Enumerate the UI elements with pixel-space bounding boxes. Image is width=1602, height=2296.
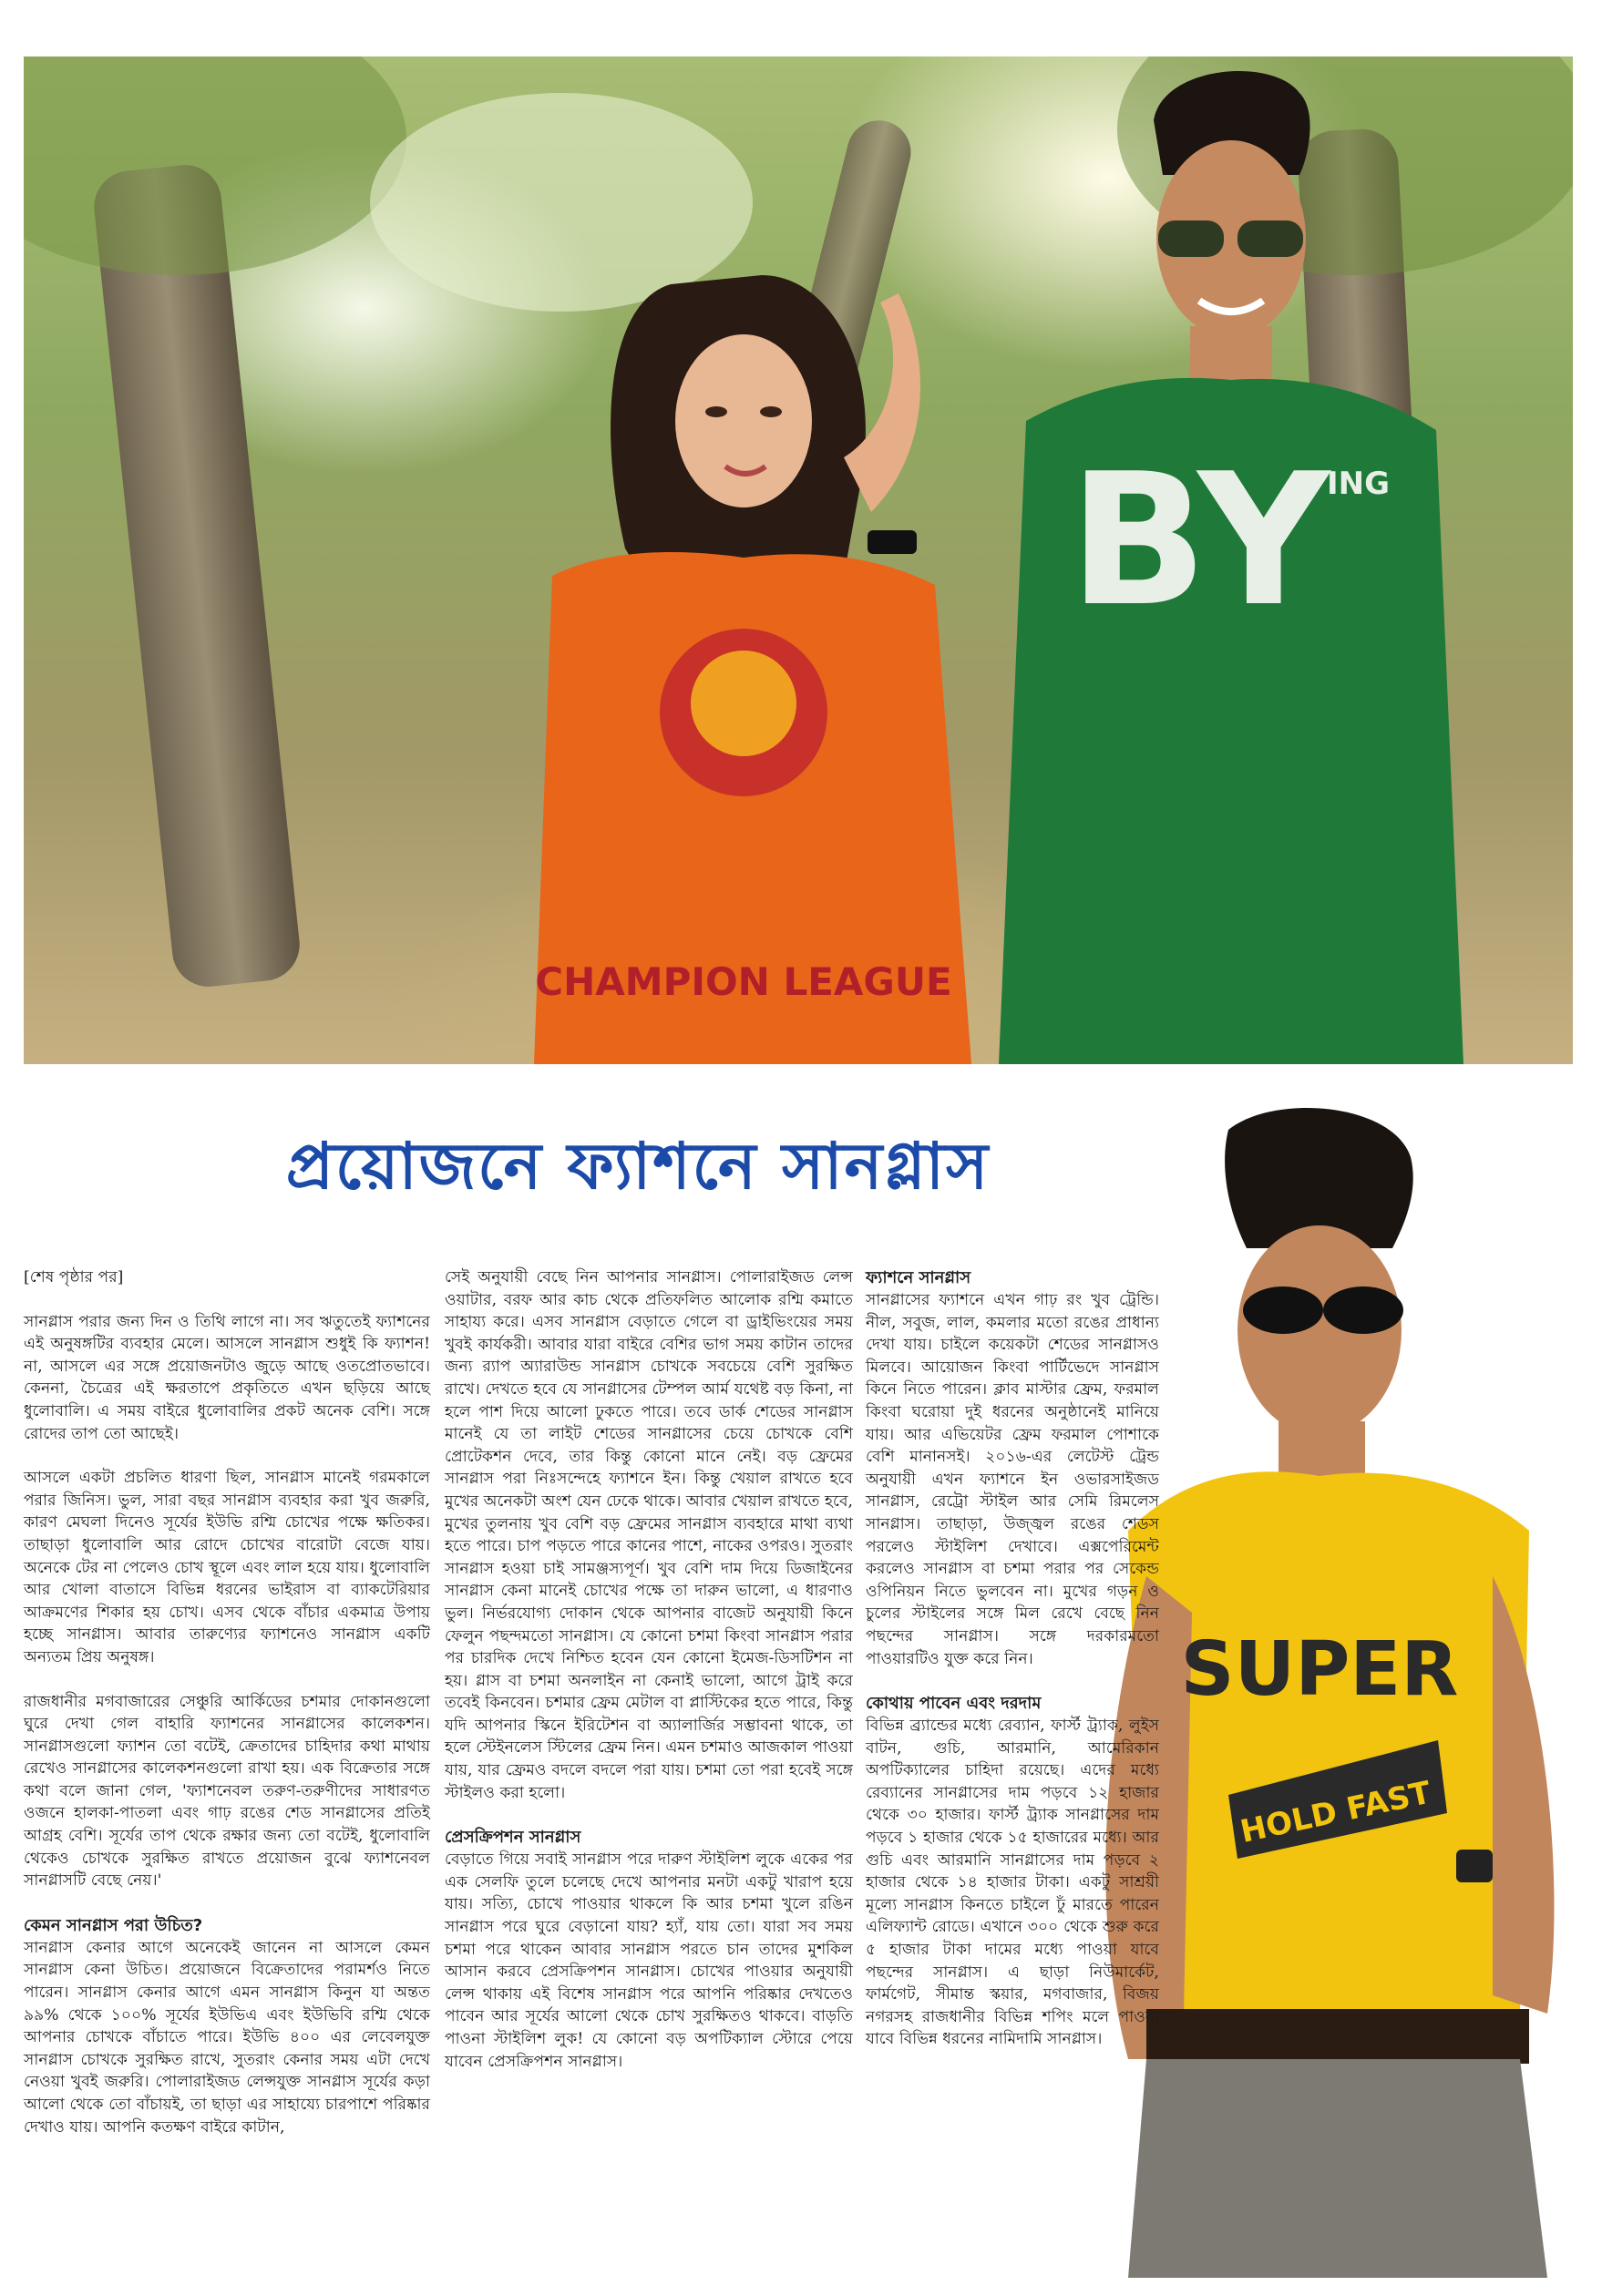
article-column-2 — [445, 1266, 853, 2095]
side-photo — [1092, 1102, 1602, 2278]
paragraph: সানগ্লাস পরার জন্য দিন ও তিথি লাগে না। সব ঋতুতেই ফ্যাশনের এই অনুষঙ্গটির ব্যবহার মেলে। আসলে সানগ্লাস শুধুই কি ফ্যাশন! না, আসলে এর সঙ্গে প্রয়োজনটাও জুড়ে আছে ওতপ্রোতভাবে। কেননা, চৈত্রের এই ক্ষরতাপে প্রকৃতিতে এখন ছড়িয়ে আছে ধুলোবালি। এ সময় বাইরে ধুলোবালির প্রকট অনেক বেশি। সঙ্গে রোদের তাপ তো আছেই। — [24, 1312, 430, 1443]
paragraph: সানগ্লাস কেনার আগে অনেকেই জানেন না আসলে কেমন সানগ্লাস কেনা উচিত। প্রয়োজনে বিক্রেতাদের পরামর্শও নিতে পারেন। সানগ্লাস কেনার আগে এমন সানগ্লাস কিনুন যা অন্তত ৯৯% থেকে ১০০% সূর্যের ইউভিএ এবং ইউভিবি রশ্মি থেকে আপনার চোখকে বাঁচাতে পারে। ইউভি ৪০০ এর লেবেলযুক্ত সানগ্লাস চোখকে সুরক্ষিত রাখে, সুতরাং কেনার সময় এটা দেখে নেওয়া খুবই জরুরি। পোলারাইজড লেন্সযুক্ত সানগ্লাস সূর্যের কড়া আলো থেকে তো বাঁচায়ই, তা ছাড়া এর সাহায্যে চারপাশে পরিষ্কার দেখাও যায়। আপনি কতক্ষণ বাইরে কাটান, — [24, 1938, 430, 2137]
shirt-print-ing: ING — [1327, 466, 1391, 502]
section-subheading: কেমন সানগ্লাস পরা উচিত? — [24, 1915, 203, 1935]
paragraph: সেই অনুযায়ী বেছে নিন আপনার সানগ্লাস। পোলারাইজড লেন্স ওয়াটার, বরফ আর কাচ থেকে প্রতিফলিত আলোক রশ্মি কমাতে সাহায্য করে। এসব সানগ্লাস বেড়াতে গেলে বা ড্রাইভিংয়ের সময় খুবই কার্যকরী। আবার যারা বাইরে বেশির ভাগ সময় কাটান তাদের জন্য র‍্যাপ অ্যারাউন্ড সানগ্লাস চোখকে সবচেয়ে বেশি সুরক্ষিত রাখে। দেখতে হবে যে সানগ্লাসের টেম্পল আর্ম যথেষ্ট বড় কিনা, না হলে পাশ দিয়ে আলো ঢুকতে পারে। তবে ডার্ক শেডের সানগ্লাস মানেই যে তা লাইট শেডের সানগ্লাসের চেয়ে চোখকে বেশি প্রোটেকশন দেবে, তার কিন্তু কোনো মানে নেই। বড় ফ্রেমের সানগ্লাস পরা নিঃসন্দেহে ফ্যাশনে ইন। কিন্তু খেয়াল রাখতে হবে মুখের অনেকটা অংশ যেন ঢেকে থাকে। আবার খেয়াল রাখতে হবে, মুখের তুলনায় খুব বেশি বড় ফ্রেমের সানগ্লাস ব্যবহারে মাথা ব্যথা হতে পারে। চাপ পড়তে পারে কানের পাশে, নাকের ওপরও। সুতরাং সানগ্লাস হওয়া চাই সামঞ্জস্যপূর্ণ। খুব বেশি দাম দিয়ে ডিজাইনের সানগ্লাস কেনা মানেই চোখের পক্ষে তা দারুন ভালো, এ ধারণাও ভুল। নির্ভরযোগ্য দোকান থেকে আপনার বাজেট অনুযায়ী কিনে ফেলুন পছন্দমতো সানগ্লাস। যে কোনো চশমা কিংবা সানগ্লাস পরার পর চারদিক দেখে নিশ্চিত হবেন যেন কোনো ইমেজ-ডিসটিশন না হয়। গ্লাস বা চশমা অনলাইন না কেনাই ভালো, আগে ট্রাই করে তবেই কিনবেন। চশমার ফ্রেম মেটাল বা প্লাস্টিকের হতে পারে, কিন্তু যদি আপনার স্কিনে ইরিটেশন বা অ্যালার্জির সম্ভাবনা থাকে, তা হলে স্টেইনলেস স্টিলের ফ্রেম নিন। এমন চশমাও আজকাল পাওয়া যায়, যার ফ্রেমও বদলে বদলে পরা যায়। চশমা তো পরা হবেই সঙ্গে স্টাইলও করা হলো। — [445, 1268, 853, 1802]
continued-note: [শেষ পৃষ্ঠার পর] — [24, 1268, 124, 1286]
woman-figure — [498, 248, 1008, 1064]
paragraph: বিভিন্ন ব্র্যান্ডের মধ্যে রেব্যান, ফার্স্ট ট্র্যাক, লুইস বাটন, গুচি, আরমানি, আমেরিকান অপটিক্যালের চাহিদা রয়েছে। এদের মধ্যে রেব্যানের সানগ্লাসের দাম পড়বে ১২ হাজার থেকে ৩০ হাজার। ফার্স্ট ট্র্যাক সানগ্লাসের দাম পড়বে ১ হাজার থেকে ১৫ হাজারের মধ্যে। আর গুচি এবং আরমানি সানগ্লাসের দাম পড়বে ২ হাজার থেকে ১৪ হাজার টাকা। একটু সাশ্রয়ী মূল্যে সানগ্লাস কিনতে চাইলে ঢুঁ মারতে পারেন এলিফ্যান্ট রোডে। এখানে ৩০০ থেকে শুরু করে ৫ হাজার টাকা দামের মধ্যে পাওয়া যাবে পছন্দের সানগ্লাস। এ ছাড়া নিউমার্কেট, ফার্মগেট, সীমান্ত স্কয়ার, মগবাজার, বিজয় নগরসহ রাজধানীর বিভিন্ন শপিং মলে পাওয়া যাবে বিভিন্ন ধরনের নামিদামি সানগ্লাস। — [866, 1717, 1159, 2049]
article-column-3 — [866, 1266, 1159, 2073]
svg-text:BY: BY — [1068, 435, 1330, 647]
section-subheading: কোথায় পাবেন এবং দরদাম — [866, 1694, 1042, 1714]
section-subheading: ফ্যাশনে সানগ্লাস — [866, 1268, 971, 1287]
man-figure — [971, 56, 1482, 1064]
article-headline: প্রয়োজনে ফ্যাশনে সানগ্লাস — [285, 1128, 991, 1204]
shirt-print-champion: CHAMPION LEAGUE — [535, 959, 952, 1004]
shirt-print-holdfast: HOLD FAST — [1237, 1774, 1434, 1850]
paragraph: রাজধানীর মগবাজারের সেঞ্চুরি আর্কিডের চশমার দোকানগুলো ঘুরে দেখা গেল বাহারি ফ্যাশনের সানগ্লাসের কালেকশন। সানগ্লাসগুলো ফ্যাশন তো বটেই, ক্রেতাদের চাহিদার কথা মাথায় রেখেও সানগ্লাসের কালেকশনগুলো রাখা হয়। এক বিক্রেতার সঙ্গে কথা বলে জানা গেল, 'ফ্যাশনেবল তরুণ-তরুণীদের সাধারণত ওজনে হালকা-পাতলা এবং গাঢ় রঙের শেড সানগ্লাসের প্রতিই আগ্রহ বেশি। সূর্যের তাপ থেকে রক্ষার জন্য তো বটেই, ধুলোবালি থেকেও চোখকে সুরক্ষিত রাখতে প্রয়োজন বুঝে ফ্যাশনেবল সানগ্লাসটি বেছে নেয়।' — [24, 1692, 430, 1891]
shirt-print-super: SUPER — [1180, 1626, 1459, 1713]
paragraph: আসলে একটা প্রচলিত ধারণা ছিল, সানগ্লাস মানেই গরমকালে পরার জিনিস। ভুল, সারা বছর সানগ্লাস ব্যবহার করা খুব জরুরি, কারণ মেঘলা দিনেও সূর্যের ইউভি রশ্মি চোখের পক্ষে ক্ষতিকর। তাছাড়া ধুলোবালি আর রোদে চোখের বারোটা বেজে যায়। অনেকে টের না পেলেও চোখ স্থূলে এবং লাল হয়ে যায়। ধুলোবালি আর খোলা বাতাসে বিভিন্ন ধরনের ভাইরাস বা ব্যাকটেরিয়ার আক্রমণের শিকার হয় চোখ। এসব থেকে বাঁচার একমাত্র উপায় হচ্ছে সানগ্লাস। আবার তারুণ্যের ফ্যাশনেও সানগ্লাস একটি অন্যতম প্রিয় অনুষঙ্গ। — [24, 1469, 430, 1666]
article-column-1 — [24, 1266, 430, 2160]
section-subheading: প্রেসক্রিপশন সানগ্লাস — [445, 1828, 581, 1848]
hero-photo — [24, 56, 1573, 1064]
paragraph: বেড়াতে গিয়ে সবাই সানগ্লাস পরে দারুণ স্টাইলিশ লুকে একের পর এক সেলফি তুলে চলেছে দেখে আপনার মনটা একটু খারাপ হয়ে যায়। সত্যি, চোখে পাওয়ার থাকলে কি আর চশমা খুলে রঙিন সানগ্লাস পরে ঘুরে বেড়ানো যায়? হ্যাঁ, যায় তো। যারা সব সময় চশমা পরে থাকেন আবার সানগ্লাস পরতে চান তাদের মুশকিল আসান করবে প্রেসক্রিপশন সানগ্লাস। চোখের পাওয়ার অনুযায়ী লেন্স থাকায় এই বিশেষ সানগ্লাস পরে আপনি পরিষ্কার দেখতেও পাবেন আর সূর্যের আলো থেকে চোখ সুরক্ষিতও থাকবে। বাড়তি পাওনা স্টাইলিশ লুক! যে কোনো বড় অপটিক্যাল স্টোরে পেয়ে যাবেন প্রেসক্রিপশন সানগ্লাস। — [445, 1850, 853, 2071]
paragraph: সানগ্লাসের ফ্যাশনে এখন গাঢ় রং খুব ট্রেন্ডি। নীল, সবুজ, লাল, কমলার মতো রঙের প্রাধান্য দেখা যায়। চাইলে কয়েকটা শেডের সানগ্লাসও মিলবে। আয়োজন কিংবা পার্টিভেদে সানগ্লাস কিনে নিতে পারেন। ক্লাব মাস্টার ফ্রেম, ফরমাল কিংবা ঘরোয়া দুই ধরনের অনুষ্ঠানেই মানিয়ে যায়। আর এভিয়েটর ফ্রেম ফরমাল পোশাকে বেশি মানানসই। ২০১৬-এর লেটেস্ট ট্রেন্ড অনুযায়ী এখন ফ্যাশনে ইন ওভারসাইজড সানগ্লাস, রেট্রো স্টাইল আর সেমি রিমলেস সানগ্লাস। তাছাড়া, উজ্জ্বল রঙের শেডস পরলেও স্টাইলিশ দেখাবে। এক্সপেরিমেন্ট করলেও সানগ্লাস বা চশমা পরার পর সেকেন্ড ওপিনিয়ন নিতে ভুলবেন না। মুখের গড়ন ও চুলের স্টাইলের সঙ্গে মিল রেখে বেছে নিন পছন্দের সানগ্লাস। সঙ্গে দরকারমতো পাওয়ারটিও যুক্ত করে নিন। — [866, 1291, 1159, 1668]
